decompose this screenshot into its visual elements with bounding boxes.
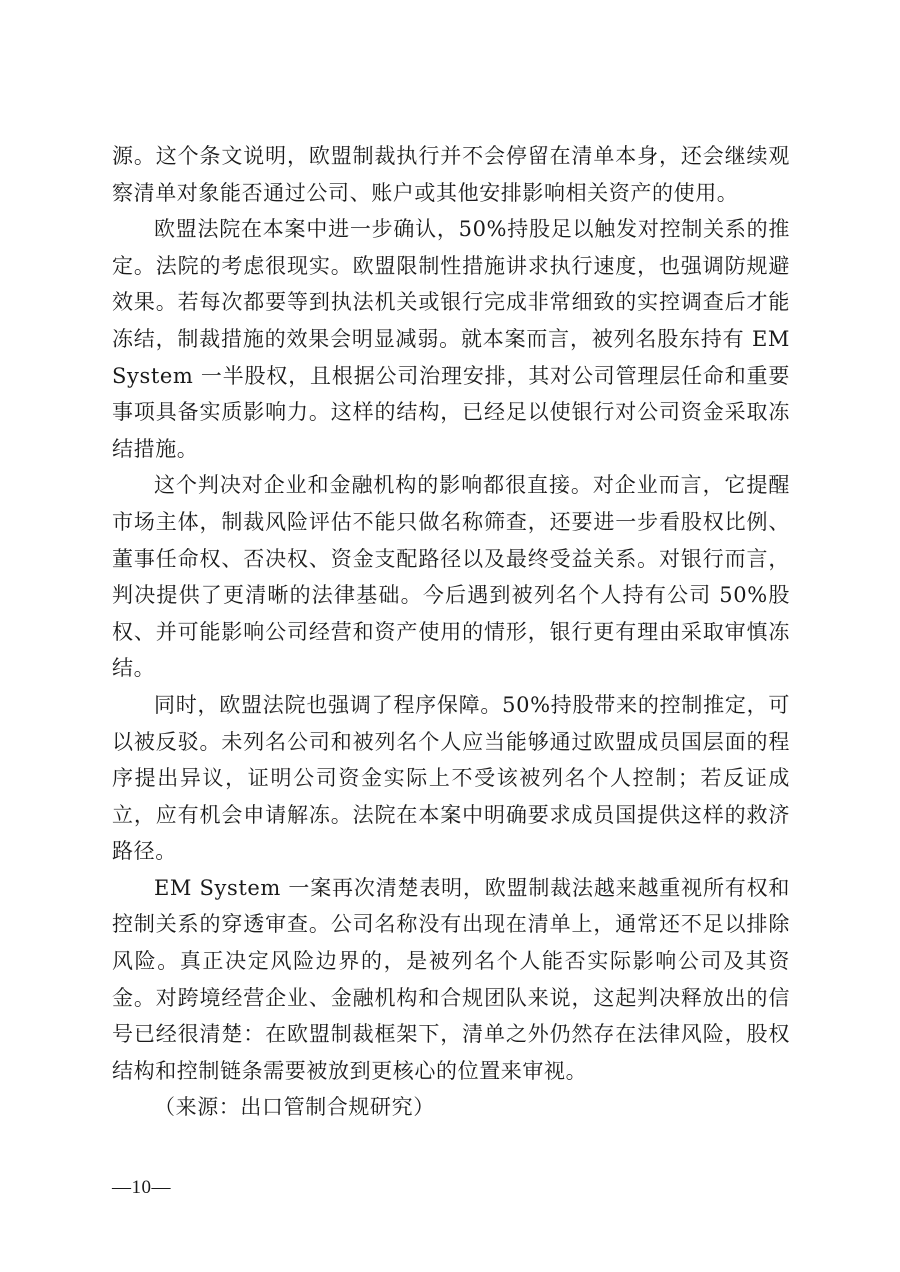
page-number: —10— xyxy=(112,1177,171,1198)
paragraph-court-confirmation: 欧盟法院在本案中进一步确认，50%持股足以触发对控制关系的推定。法院的考虑很现实。欧盟限制性措施讲求执行速度，也强调防规避效果。若每次都要等到执法机关或银行完成非常细致的实控调查后才能冻结，制裁措施的效果会明显减弱。就本案而言，被列名股东持有 EM System 一半股权，且根据公司治理安排，其对公司管理层任命和重要事项具备实质影响力。这样的结构，已经足以使银行对公司资金采取冻结措施。 xyxy=(112,217,790,461)
paragraph-impact: 这个判决对企业和金融机构的影响都很直接。对企业而言，它提醒市场主体，制裁风险评估不能只做名称筛查，还要进一步看股权比例、董事任命权、否决权、资金支配路径以及最终受益关系。对银行而言，判决提供了更清晰的法律基础。今后遇到被列名个人持有公司 50%股权、并可能影响公司经营和资产使用的情形，银行更有理由采取审慎冻结。 xyxy=(112,473,790,681)
paragraph-conclusion: EM System 一案再次清楚表明，欧盟制裁法越来越重视所有权和控制关系的穿透审查。公司名称没有出现在清单上，通常还不足以排除风险。真正决定风险边界的，是被列名个人能否实际影响公司及其资金。对跨境经营企业、金融机构和合规团队来说，这起判决释放出的信号已经很清楚：在欧盟制裁框架下，清单之外仍然存在法律风险，股权结构和控制链条需要被放到更核心的位置来审视。 xyxy=(112,875,790,1083)
paragraph-continued: 源。这个条文说明，欧盟制裁执行并不会停留在清单本身，还会继续观察清单对象能否通过公司、账户或其他安排影响相关资产的使用。 xyxy=(112,144,790,205)
body-text xyxy=(112,138,790,1126)
source-note: （来源：出口管制合规研究） xyxy=(154,1095,435,1120)
paragraph-procedural-safeguards: 同时，欧盟法院也强调了程序保障。50%持股带来的控制推定，可以被反驳。未列名公司和被列名个人应当能够通过欧盟成员国层面的程序提出异议，证明公司资金实际上不受该被列名个人控制；若反证成立，应有机会申请解冻。法院在本案中明确要求成员国提供这样的救济路径。 xyxy=(112,692,790,864)
